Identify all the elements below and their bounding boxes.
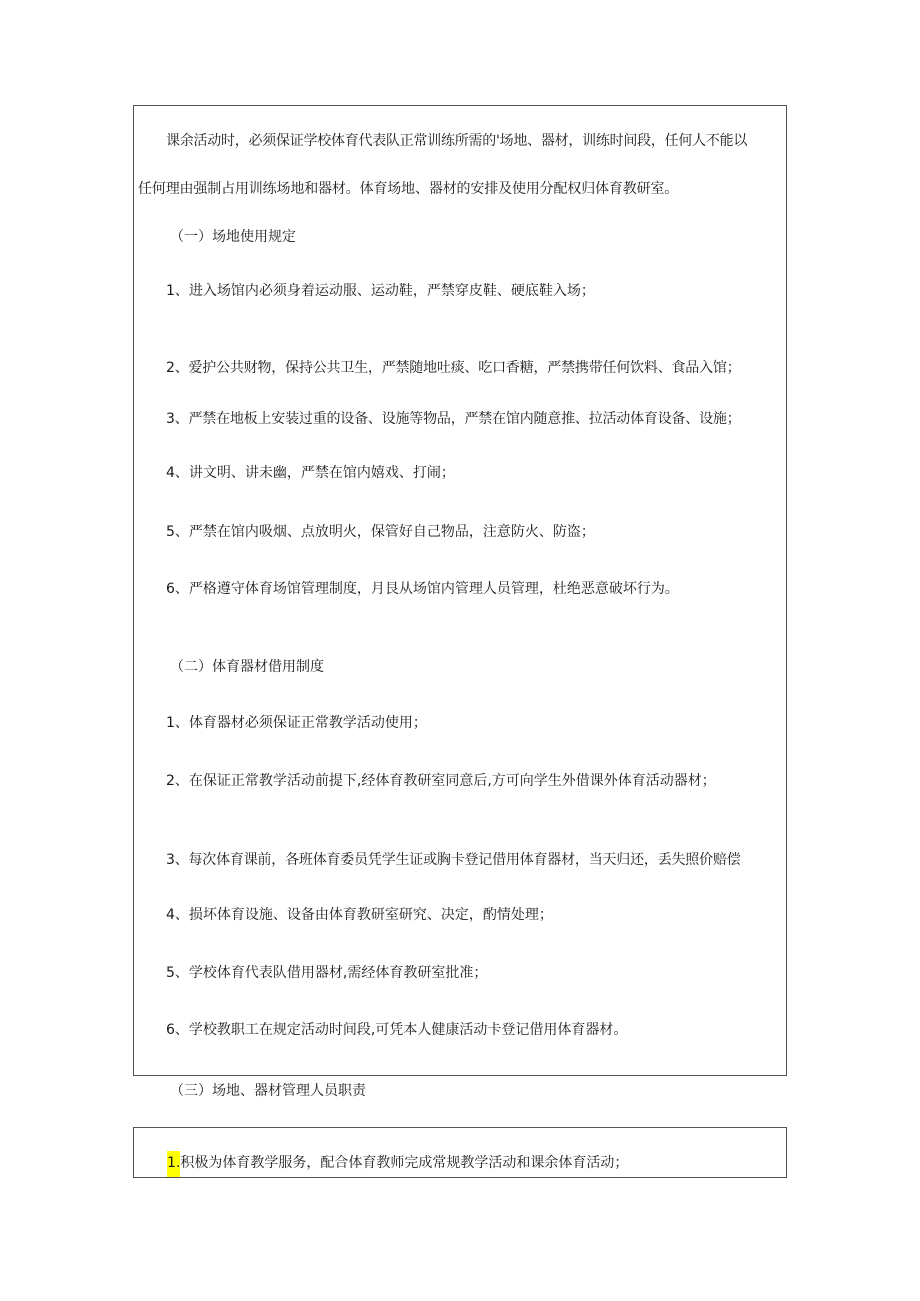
intro-line-1: 课余活动时，必须保证学校体育代表队正常训练所需的'场地、器材，训练时间段，任何人不能以	[166, 133, 748, 149]
section1-item-6: 6、严格遵守体育场馆管理制度，月艮从场馆内管理人员管理，杜绝恶意破坏行为。	[166, 581, 679, 597]
section1-item-1: 1、进入场馆内必须身着运动服、运动鞋，严禁穿皮鞋、硬底鞋入场；	[166, 283, 595, 299]
section1-heading: （一）场地使用规定	[170, 229, 296, 245]
section2-heading: （二）体育器材借用制度	[170, 659, 324, 675]
section2-item-4: 4、损坏体育设施、设备由体育教研室研究、决定，酌情处理；	[166, 907, 553, 923]
intro-line-2: 任何理由强制占用训练场地和器材。体育场地、器材的安排及使用分配权归体育教研室。	[138, 181, 679, 197]
section1-item-3: 3、严禁在地板上安装过重的设备、设施等物品，严禁在馆内随意推、拉活动体育设备、设施；	[166, 411, 741, 427]
section1-item-5: 5、严禁在馆内吸烟、点放明火，保管好自己物品，注意防火、防盗；	[166, 524, 595, 540]
section1-item-2: 2、爱护公共财物，保持公共卫生，严禁随地吐痰、吃口香糖，严禁携带任何饮料、食品入馆；	[166, 360, 741, 376]
section2-item-1: 1、体育器材必须保证正常教学活动使用；	[166, 715, 427, 731]
section2-item-5: 5、学校体育代表队借用器材,需经体育教研室批准；	[166, 965, 488, 981]
section3-item-1	[167, 1154, 628, 1172]
section3-item-1-text: 积极为体育教学服务，配合体育教师完成常规教学活动和课余体育活动；	[180, 1155, 629, 1171]
section2-item-6: 6、学校教职工在规定活动时间段,可凭本人健康活动卡登记借用体育器材。	[166, 1022, 628, 1038]
section2-item-3: 3、每次体育课前，各班体育委员凭学生证或胸卡登记借用体育器材，当天归还，丢失照价赔偿	[166, 852, 741, 868]
section2-item-2: 2、在保证正常教学活动前提下,经体育教研室同意后,方可向学生外借课外体育活动器材；	[166, 773, 716, 789]
highlighted-item-number: 1.	[167, 1151, 180, 1177]
section1-item-4: 4、讲文明、讲未幽，严禁在馆内嬉戏、打闹；	[166, 465, 455, 481]
section3-heading: （三）场地、器材管理人员职责	[170, 1083, 366, 1099]
